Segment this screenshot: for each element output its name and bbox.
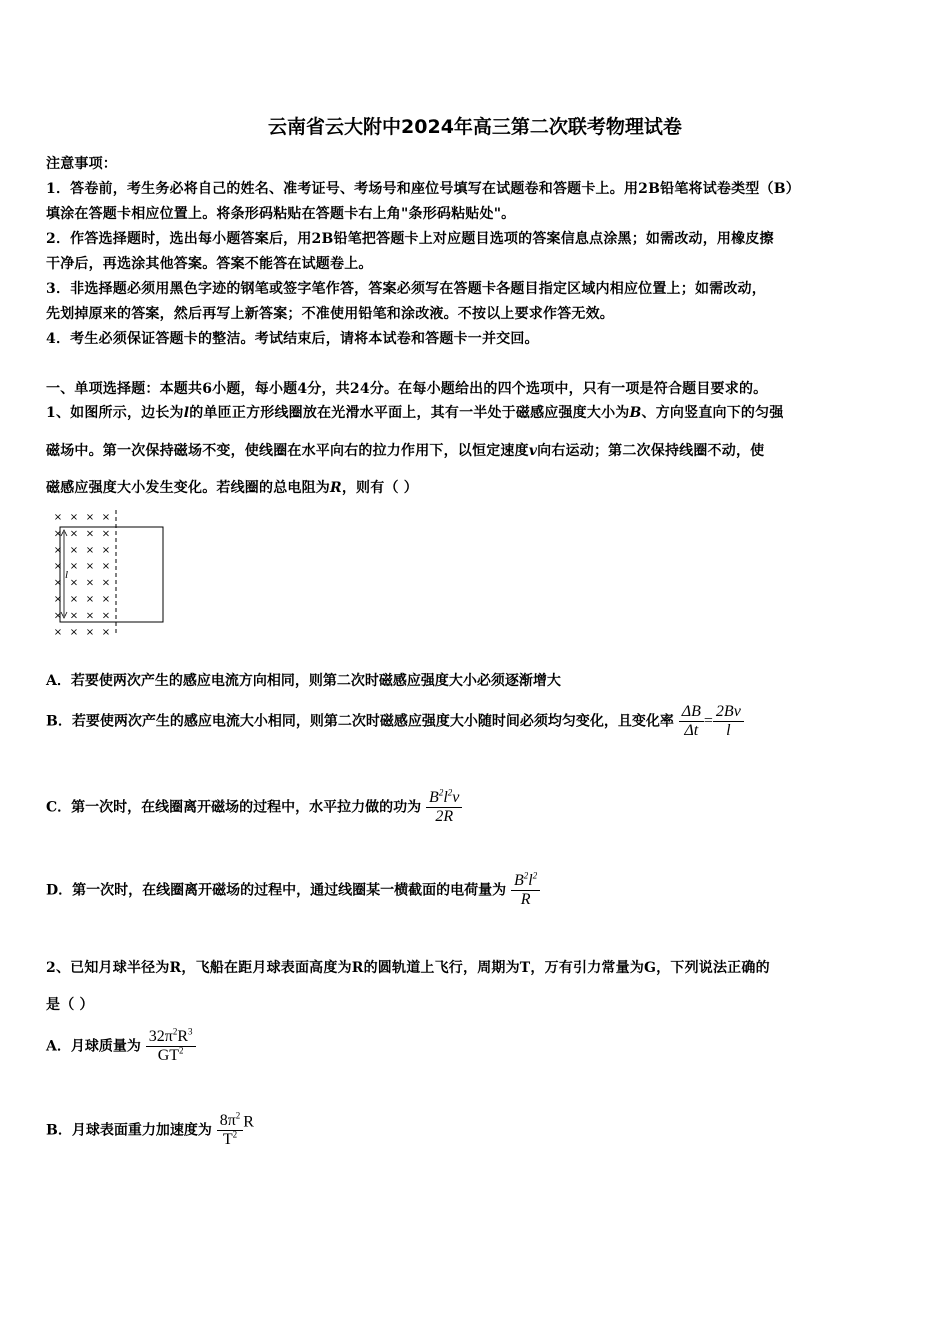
q1-stem-line-3	[46, 477, 418, 497]
field-cross-grid	[54, 512, 110, 638]
q1-option-c-text: C．第一次时，在线圈离开磁场的过程中，水平拉力做的功为	[46, 799, 422, 816]
field-cross: ×	[69, 594, 79, 605]
notice-line-4: 干净后，再选涂其他答案。答案不能答在试题卷上。	[46, 256, 373, 272]
q1-text: 1、如图所示，边长为	[46, 405, 184, 421]
frac-den: R	[511, 890, 540, 909]
sym: B	[429, 789, 439, 806]
notice-line-1: 1．答卷前，考生务必将自己的姓名、准考证号、考场号和座位号填写在试题卷和答题卡上。用2B铅笔将试卷类型（B）	[46, 181, 800, 197]
q1-text: ，则有（ ）	[341, 480, 418, 496]
field-cross: ×	[101, 610, 111, 622]
field-cross: ×	[101, 561, 111, 573]
q1-var-r: R	[330, 480, 342, 496]
exp: 2	[235, 1110, 241, 1121]
sym: 32π	[148, 1028, 173, 1045]
frac-den: l	[713, 721, 744, 740]
sym: 8π	[219, 1112, 236, 1129]
exp: 2	[438, 787, 444, 798]
frac-den: 2R	[426, 807, 462, 826]
sym: T	[222, 1131, 233, 1148]
sym: R	[177, 1028, 188, 1045]
side-length-label: l	[65, 569, 69, 581]
field-cross: ×	[101, 512, 111, 523]
q1-option-d-text: D．第一次时，在线圈离开磁场的过程中，通过线圈某一横截面的电荷量为	[46, 882, 507, 899]
section-heading: 一、单项选择题：本题共6小题，每小题4分，共24分。在每小题给出的四个选项中，只有一项是符合题目要求的。	[46, 381, 768, 397]
q1-var-v: v	[528, 443, 538, 459]
q2-option-b	[46, 1112, 254, 1149]
q2-option-a	[46, 1028, 196, 1065]
fraction-moon-mass	[146, 1028, 196, 1065]
sym: l	[443, 789, 448, 806]
fraction-b2l2-r	[511, 872, 540, 909]
radius-symbol: R	[243, 1113, 254, 1131]
notice-line-3: 2．作答选择题时，选出每小题答案后，用2B铅笔把答题卡上对应题目选项的答案信息点涂黑；如需改动，用橡皮擦	[46, 231, 774, 247]
q1-text: 磁感应强度大小发生变化。若线圈的总电阻为	[46, 480, 330, 496]
field-cross: ×	[101, 594, 111, 605]
notice-line-6: 先划掉原来的答案，然后再写上新答案；不准使用铅笔和涂改液。不按以上要求作答无效。	[46, 306, 614, 322]
exp: 2	[447, 787, 453, 798]
field-cross: ×	[85, 528, 95, 540]
exp: 3	[188, 1026, 193, 1037]
field-cross: ×	[85, 577, 95, 589]
q1-text: 的单匝正方形线圈放在光滑水平面上，其有一半处于磁感应强度大小为	[189, 405, 630, 421]
q1-var-l: l	[183, 405, 190, 421]
q1-text: 磁场中。第一次保持磁场不变，使线圈在水平向右的拉力作用下，以恒定速度	[46, 443, 529, 459]
q2-stem-line-1: 2、已知月球半径为R，飞船在距月球表面高度为R的圆轨道上飞行，周期为T，万有引力常量为G，下列说法正确的	[46, 960, 770, 976]
exp: 2	[232, 1129, 238, 1140]
exp: 2	[172, 1026, 178, 1037]
q1-option-a: A．若要使两次产生的感应电流方向相同，则第二次时磁感应强度大小必须逐渐增大	[46, 673, 561, 689]
fraction-b2l2v-2r	[426, 789, 462, 826]
equals-sign: =	[703, 712, 713, 730]
q2-option-a-text: A．月球质量为	[46, 1038, 141, 1055]
frac-den	[217, 1130, 244, 1149]
page-title: 云南省云大附中2024年高三第二次联考物理试卷	[268, 116, 682, 138]
field-cross: ×	[85, 561, 95, 573]
field-cross: ×	[53, 512, 63, 523]
q1-text: 、方向竖直向下的匀强	[641, 405, 784, 421]
field-cross: ×	[69, 561, 79, 573]
q1-option-c	[46, 789, 462, 826]
frac-num	[217, 1112, 244, 1130]
field-cross: ×	[53, 577, 63, 589]
field-cross: ×	[101, 528, 111, 540]
q2-option-b-text: B．月球表面重力加速度为	[46, 1122, 212, 1139]
notice-line-5: 3．非选择题必须用黑色字迹的钢笔或签字笔作答，答案必须写在答题卡各题目指定区域内相应位置上；如需改动，	[46, 281, 766, 297]
exp: 2	[179, 1045, 184, 1056]
square-coil	[60, 527, 163, 622]
notice-line-7: 4．考生必须保证答题卡的整洁。考试结束后，请将本试卷和答题卡一并交回。	[46, 331, 539, 347]
q1-stem-line-2	[46, 440, 764, 460]
field-cross: ×	[69, 577, 79, 589]
field-cross: ×	[85, 512, 95, 523]
q1-stem-line-1	[46, 402, 784, 422]
field-cross: ×	[85, 610, 95, 622]
frac-num	[146, 1028, 196, 1046]
q2-stem-line-2: 是（ ）	[46, 997, 94, 1013]
field-cross: ×	[101, 626, 111, 638]
field-cross: ×	[53, 594, 63, 605]
fraction-2bv-l	[713, 703, 744, 740]
field-cross: ×	[69, 512, 79, 523]
sym: B	[514, 872, 524, 889]
notice-heading: 注意事项：	[46, 156, 117, 172]
field-cross: ×	[85, 594, 95, 605]
field-cross: ×	[53, 561, 63, 573]
field-cross: ×	[53, 610, 63, 622]
field-cross: ×	[69, 544, 79, 556]
field-cross: ×	[53, 544, 63, 556]
frac-den: Δt	[679, 721, 704, 740]
sym: v	[452, 789, 460, 806]
frac-num: ΔB	[681, 703, 701, 720]
frac-num	[511, 872, 540, 890]
field-cross: ×	[85, 626, 95, 638]
q1-var-b: B	[629, 405, 642, 421]
q1-option-b	[46, 703, 744, 740]
field-cross: ×	[101, 577, 111, 589]
q1-option-b-text: B．若要使两次产生的感应电流大小相同，则第二次时磁感应强度大小随时间必须均匀变化，且变化率	[46, 713, 674, 730]
field-cross: ×	[69, 626, 79, 638]
frac-den	[146, 1046, 196, 1065]
field-cross: ×	[69, 610, 79, 622]
frac-num	[426, 789, 462, 807]
field-cross: ×	[85, 544, 95, 556]
frac-num: 2Bv	[715, 703, 741, 720]
field-cross: ×	[101, 544, 111, 556]
q1-text: 向右运动；第二次保持线圈不动，使	[537, 443, 765, 459]
q1-option-d	[46, 872, 540, 909]
field-cross: ×	[53, 528, 63, 540]
field-cross: ×	[53, 626, 63, 638]
q1-figure-magnetic-field	[46, 506, 171, 638]
sym: l	[528, 872, 533, 889]
fraction-db-dt	[679, 703, 704, 740]
exp: 2	[532, 870, 538, 881]
notice-line-2: 填涂在答题卡相应位置上。将条形码粘贴在答题卡右上角"条形码粘贴处"。	[46, 206, 516, 222]
sym: GT	[157, 1047, 180, 1064]
fraction-gravity	[217, 1112, 244, 1149]
exp: 2	[523, 870, 529, 881]
field-cross: ×	[69, 528, 79, 540]
